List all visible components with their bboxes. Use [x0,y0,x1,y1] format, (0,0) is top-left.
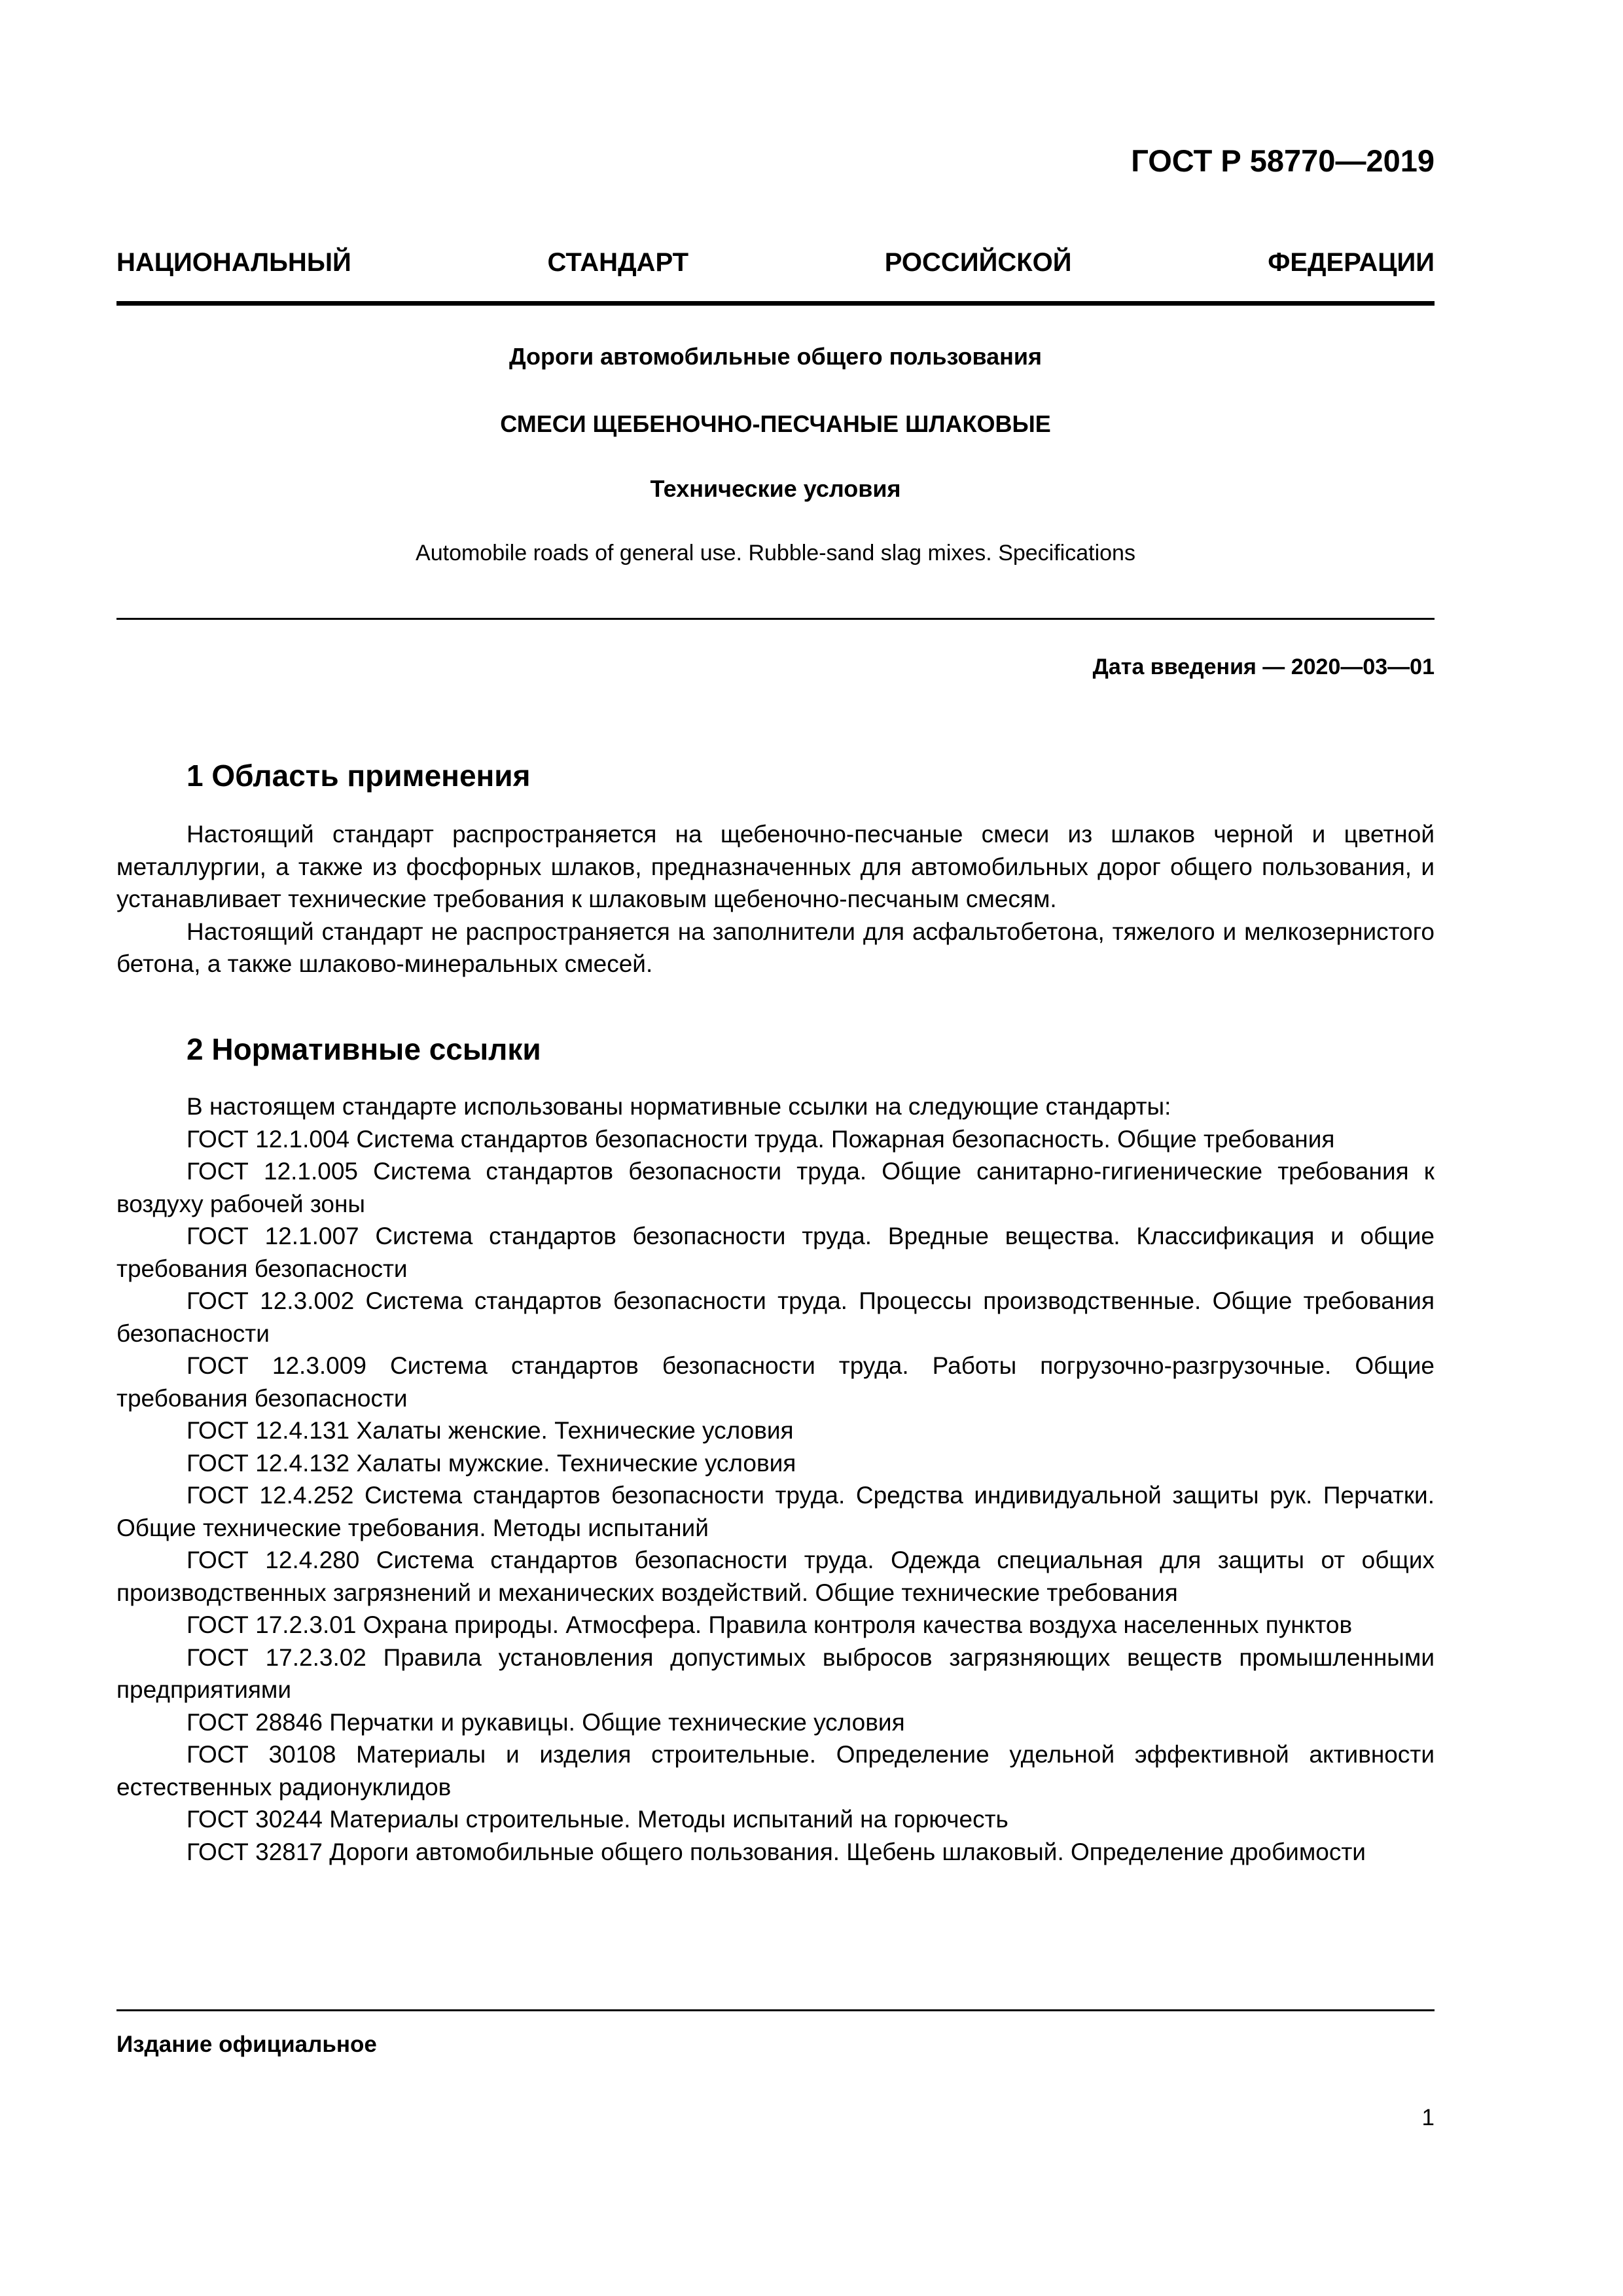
section-2-intro: В настоящем стандарте использованы нормативные ссылки на следующие стандарты: [187,1093,1171,1120]
title-line-3: Технические условия [650,475,901,502]
page-number: 1 [1421,2105,1435,2130]
reference-item: ГОСТ 17.2.3.02 Правила установления допустимых выбросов загрязняющих веществ промышленными предприятиями [116,1643,1435,1703]
banner-word-4: ФЕДЕРАЦИИ [1268,248,1435,277]
reference-item: ГОСТ 12.3.002 Система стандартов безопасности труда. Процессы производственные. Общие требования безопасности [116,1287,1435,1347]
reference-item: ГОСТ 12.1.005 Система стандартов безопасности труда. Общие санитарно-гигиенические требования к воздуху рабочей зоны [116,1158,1435,1217]
section-1-paragraph: Настоящий стандарт распространяется на щебеночно-песчаные смеси из шлаков черной и цветной металлургии, а также из фосфорных шлаков, предназначенных для автомобильных дорог общего пользования, и устанавливает технические требования к шлаковым щебеночно-песчаным смесям. [116,821,1435,912]
reference-item: ГОСТ 12.1.004 Система стандартов безопасности труда. Пожарная безопасность. Общие требования [187,1125,1335,1153]
reference-item: ГОСТ 12.4.252 Система стандартов безопасности труда. Средства индивидуальной защиты рук. Перчатки. Общие технические требования. Методы испытаний [116,1482,1435,1541]
section-2-body [116,1090,1435,1868]
header-divider [116,301,1435,306]
reference-item: ГОСТ 12.4.280 Система стандартов безопасности труда. Одежда специальная для защиты от общих производственных загрязнений и механических воздействий. Общие технические требования [116,1547,1435,1606]
banner-word-1: НАЦИОНАЛЬНЫЙ [116,248,351,277]
title-line-2: СМЕСИ ЩЕБЕНОЧНО-ПЕСЧАНЫЕ ШЛАКОВЫЕ [500,410,1051,437]
section-1-paragraph: Настоящий стандарт не распространяется на заполнители для асфальтобетона, тяжелого и мелкозернистого бетона, а также шлаково-минеральных смесей. [116,918,1435,977]
reference-item: ГОСТ 30244 Материалы строительные. Методы испытаний на горючесть [187,1806,1008,1833]
reference-item: ГОСТ 30108 Материалы и изделия строительные. Определение удельной эффективной активности естественных радионуклидов [116,1741,1435,1801]
document-number: ГОСТ Р 58770—2019 [1131,143,1435,178]
section-1-body [116,818,1435,980]
national-standard-banner [116,249,1435,276]
official-edition-label: Издание официальное [116,2032,377,2057]
section-1-title: 1 Область применения [187,759,531,793]
reference-item: ГОСТ 28846 Перчатки и рукавицы. Общие технические условия [187,1708,905,1736]
title-english: Automobile roads of general use. Rubble-sand slag mixes. Specifications [416,541,1135,565]
banner-word-2: СТАНДАРТ [547,248,689,277]
footer-divider [116,2009,1435,2011]
title-divider [116,618,1435,620]
reference-item: ГОСТ 12.4.132 Халаты мужские. Технические условия [187,1449,796,1477]
title-line-1: Дороги автомобильные общего пользования [508,343,1043,370]
introduction-date: Дата введения — 2020—03—01 [1092,655,1435,679]
banner-word-3: РОССИЙСКОЙ [884,248,1072,277]
reference-item: ГОСТ 12.1.007 Система стандартов безопасности труда. Вредные вещества. Классификация и общие требования безопасности [116,1223,1435,1282]
reference-item: ГОСТ 17.2.3.01 Охрана природы. Атмосфера. Правила контроля качества воздуха населенных пунктов [187,1611,1353,1638]
reference-item: ГОСТ 12.3.009 Система стандартов безопасности труда. Работы погрузочно-разгрузочные. Общие требования безопасности [116,1352,1435,1412]
reference-item: ГОСТ 12.4.131 Халаты женские. Технические условия [187,1417,794,1444]
reference-item: ГОСТ 32817 Дороги автомобильные общего пользования. Щебень шлаковый. Определение дробимости [187,1838,1366,1865]
section-2-title: 2 Нормативные ссылки [187,1032,541,1066]
